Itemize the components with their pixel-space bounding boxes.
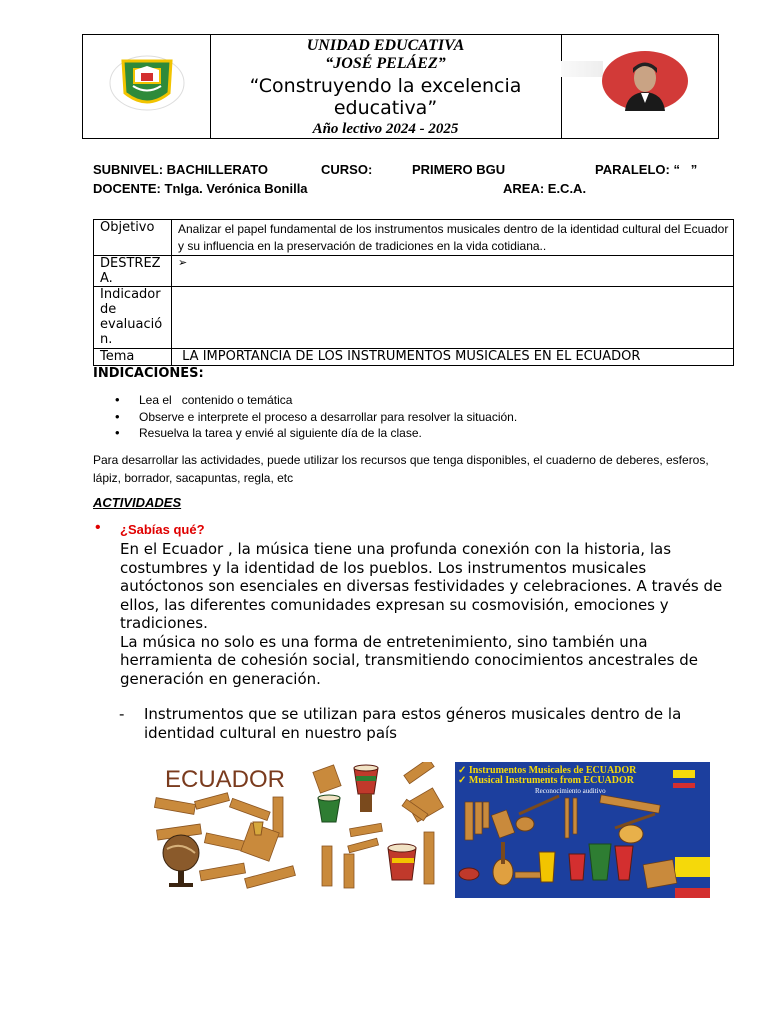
- area-label: AREA: E.C.A.: [503, 181, 587, 196]
- poster-title-es: ✓ Instrumentos Musicales de ECUADOR: [458, 765, 637, 776]
- poster-subtitle: Reconocimiento auditivo: [535, 787, 606, 795]
- resources-paragraph: Para desarrollar las actividades, puede utilizar los recursos que tenga disponibles, el cuaderno de deberes, esferos, lápiz, borrador, sacapuntas, regla, etc: [93, 453, 709, 485]
- destreza-arrow-icon: ➢: [172, 256, 734, 287]
- instrumentos-text: Instrumentos que se utilizan para estos géneros musicales dentro de la identidad cultural en nuestro país: [144, 705, 682, 742]
- list-item: • Resuelva la tarea y envié al siguiente día de la clase.: [115, 425, 517, 442]
- objetivo-label: Objetivo: [94, 220, 172, 256]
- actividades-title: ACTIVIDADES: [93, 495, 182, 510]
- instruments-poster-image: [455, 762, 710, 898]
- title-cell: [210, 35, 562, 138]
- curso-value: PRIMERO BGU: [412, 162, 506, 177]
- school-name-2: “JOSÉ PELÁEZ”: [325, 55, 446, 72]
- poster-title-en: ✓ Musical Instruments from ECUADOR: [458, 775, 634, 786]
- indicaciones-title: INDICACIONES:: [93, 366, 204, 381]
- school-year: Año lectivo 2024 - 2025: [312, 121, 459, 137]
- portrait-icon: [561, 35, 718, 138]
- destreza-label: DESTREZ A.: [94, 256, 172, 287]
- list-item: • Observe e interprete el proceso a desarrollar para resolver la situación.: [115, 409, 517, 426]
- tema-value: LA IMPORTANCIA DE LOS INSTRUMENTOS MUSICALES EN EL ECUADOR: [172, 349, 734, 366]
- list-item: • Lea el contenido o temática: [115, 392, 517, 409]
- dash-marker: -: [119, 705, 125, 723]
- paralelo-label: PARALELO: “ ”: [595, 162, 698, 177]
- school-motto: “Construyendo la excelencia educativa”: [249, 75, 522, 119]
- indicador-value: [172, 287, 734, 349]
- indicador-label: Indicador de evaluació n.: [94, 287, 172, 349]
- portrait-cell: [561, 35, 718, 138]
- drums-flutes-image: [312, 762, 447, 895]
- curso-label: CURSO:: [321, 162, 373, 177]
- sabias-body: En el Ecuador , la música tiene una profunda conexión con la historia, las costumbres y la identidad de los pueblos. Los instrumentos musicales autóctonos son esenciales en diversas festividades y celebraciones. A través de ellos, las diferentes comunidades expresan su cosmovisión, emociones y tradiciones. La música no solo es una forma de entretenimiento, sino también una herramienta de cohesión social, transmitiendo conocimientos ancestrales de generación en generación.: [120, 540, 723, 688]
- objetivo-value: Analizar el papel fundamental de los instrumentos musicales dentro de la identidad cultural del Ecuador y su influencia en la preservación de tradiciones en la vida cotidiana..: [172, 220, 734, 256]
- tema-label: Tema: [94, 349, 172, 366]
- indicaciones-list: [115, 392, 517, 442]
- docente-label: DOCENTE: Tnlga. Verónica Bonilla: [93, 181, 308, 196]
- subnivel-label: SUBNIVEL: BACHILLERATO: [93, 162, 269, 177]
- school-name: UNIDAD EDUCATIVA: [306, 37, 465, 54]
- sabias-title: ¿Sabías qué?: [120, 522, 205, 537]
- logo-cell: [83, 35, 211, 138]
- school-crest-icon: [83, 35, 210, 138]
- bullet-icon: •: [95, 519, 101, 536]
- ecuador-image-title: ECUADOR: [165, 766, 286, 793]
- objective-table: [93, 219, 734, 366]
- header-table: [82, 34, 719, 139]
- ecuador-instruments-image: [145, 757, 305, 897]
